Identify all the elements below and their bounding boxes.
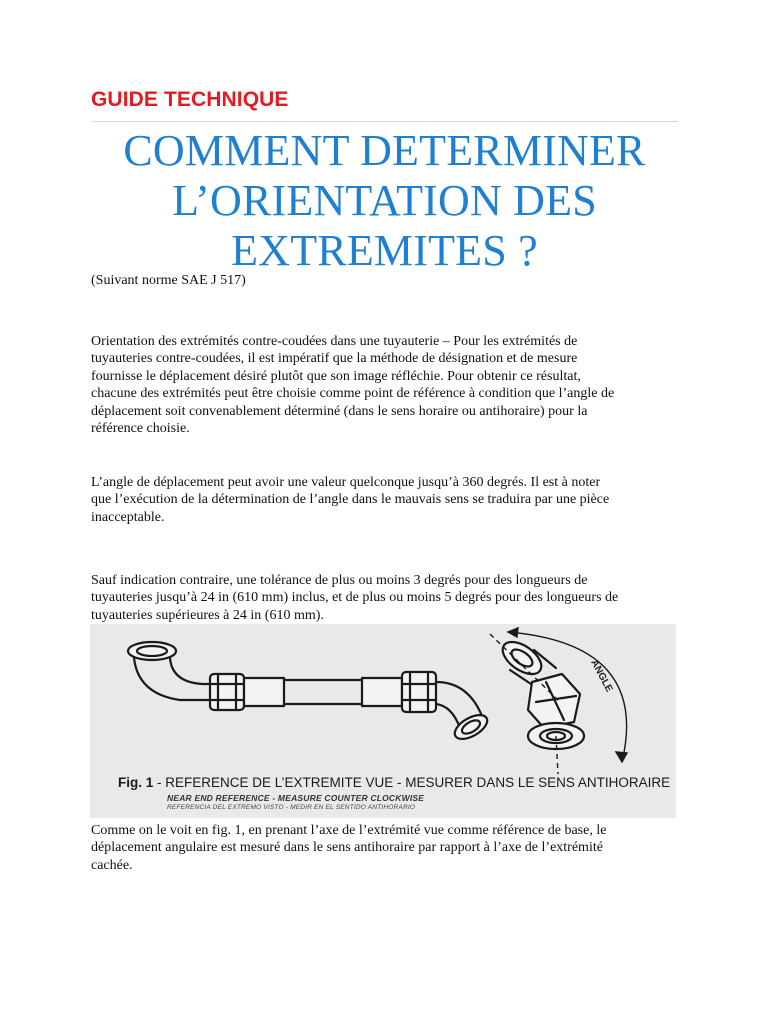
text-line: chacune des extrémités peut être choisie comme point de référence à condition que l’angle de <box>91 386 615 402</box>
guide-kicker: GUIDE TECHNIQUE <box>91 88 289 111</box>
text-line: L’angle de déplacement peut avoir une valeur quelconque jusqu’à 360 degrés. Il est à noter <box>91 475 601 490</box>
text-line: tuyauteries contre-coudées, il est impératif que la méthode de désignation et de mesure <box>91 351 578 367</box>
title-line: L’ORIENTATION DES <box>172 176 597 225</box>
text-line: référence choisie. <box>91 421 190 437</box>
figure-caption-label: Fig. 1 <box>118 775 154 790</box>
angle-label: ANGLE <box>588 658 615 695</box>
text-line: Comme on le voit en fig. 1, en prenant l’axe de l’extrémité vue comme référence de base, le <box>91 823 607 838</box>
text-line: tuyauteries supérieures à 24 in (610 mm). <box>91 607 324 623</box>
figure-caption-english: NEAR END REFERENCE - MEASURE COUNTER CLOCKWISE <box>167 793 425 803</box>
figure-caption-spanish: REFERENCIA DEL EXTREMO VISTO - MEDIR EN EL SENTIDO ANTIHORARIO <box>167 804 416 811</box>
title-line: COMMENT DETERMINER <box>123 126 646 175</box>
text-line: déplacement soit convenablement déterminé (dans le sens horaire ou antihoraire) pour la <box>91 403 588 419</box>
title-line: EXTREMITES ? <box>231 226 538 275</box>
text-line: déplacement angulaire est mesuré dans le sens antihoraire par rapport à l’axe de l’extrémité <box>91 840 603 856</box>
text-line: cachée. <box>91 857 133 873</box>
figure-hose-fittings <box>90 624 676 818</box>
paragraph-tolerance <box>91 572 678 624</box>
header-divider <box>91 121 678 122</box>
standard-note: (Suivant norme SAE J 517) <box>91 273 246 288</box>
figure-caption-text: - REFERENCE DE L’EXTREMITE VUE - MESURER DANS LE SENS ANTIHORAIRE <box>153 775 671 790</box>
figure-caption <box>118 775 670 790</box>
page-title <box>91 126 678 276</box>
text-line: tuyauteries jusqu’à 24 in (610 mm) inclus, et de plus ou moins 5 degrés pour des longueurs de <box>91 590 619 606</box>
text-line: fournisse le déplacement désiré plutôt que son image réfléchie. Pour obtenir ce résultat, <box>91 368 581 384</box>
paragraph-angle <box>91 474 678 526</box>
text-line: Orientation des extrémités contre-coudées dans une tuyauterie – Pour les extrémités de <box>91 334 578 349</box>
text-line: Sauf indication contraire, une tolérance de plus ou moins 3 degrés pour des longueurs de <box>91 573 588 588</box>
text-line: inacceptable. <box>91 509 165 525</box>
text-line: que l’exécution de la détermination de l’angle dans le mauvais sens se traduira par une pièce <box>91 492 610 508</box>
paragraph-orientation <box>91 333 678 437</box>
paragraph-figure-explanation <box>91 822 678 874</box>
